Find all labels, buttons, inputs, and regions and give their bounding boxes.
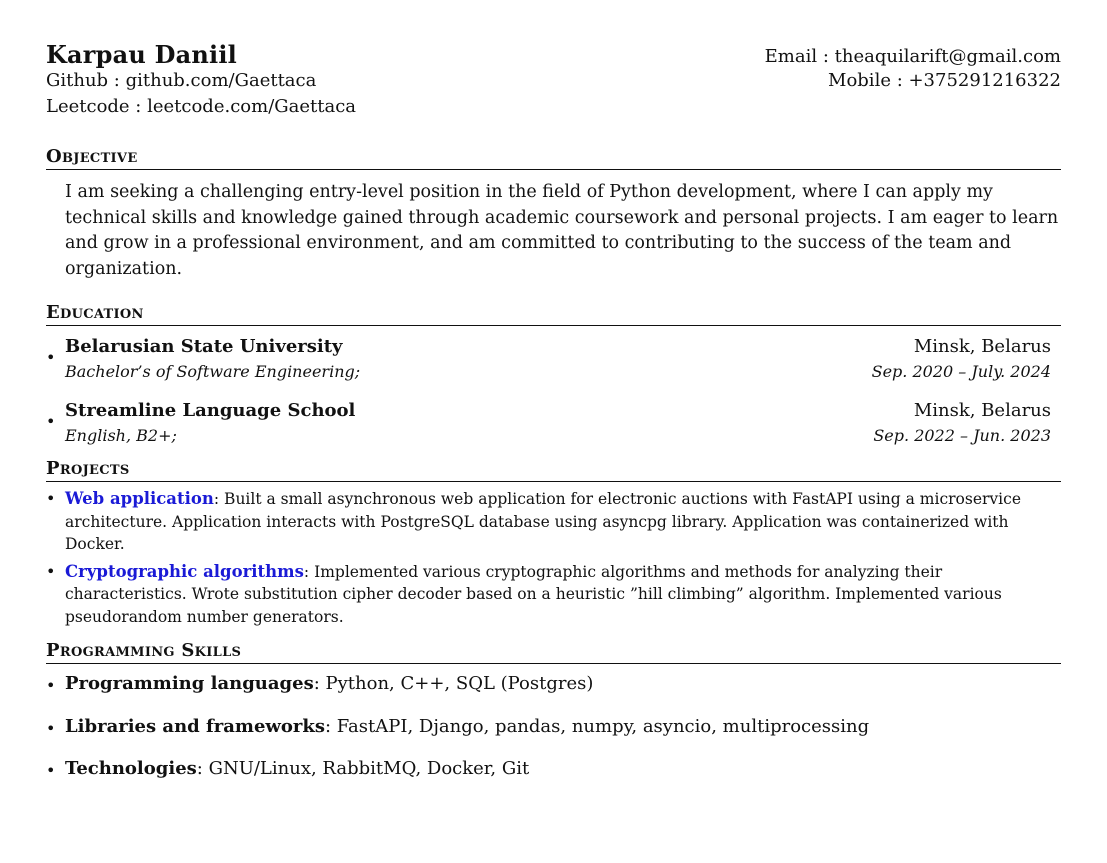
bullet-icon: • <box>46 412 56 431</box>
bullet-icon: • <box>46 676 56 695</box>
resume-page <box>46 40 1061 781</box>
school-name: Belarusian State University <box>65 336 343 357</box>
project-item <box>46 488 1061 556</box>
skill-value: : FastAPI, Django, pandas, numpy, asyncio, multiprocessing <box>324 716 870 737</box>
education-section <box>46 302 1061 456</box>
projects-section <box>46 458 1061 628</box>
school-location: Minsk, Belarus <box>913 400 1051 421</box>
email-link[interactable]: Email : theaquilarift@gmail.com <box>764 46 1061 67</box>
skills-section <box>46 640 1061 781</box>
education-dates: Sep. 2022 – Jun. 2023 <box>873 426 1051 445</box>
degree: English, B2+; <box>65 426 177 445</box>
education-dates: Sep. 2020 – July. 2024 <box>871 362 1051 381</box>
education-item <box>46 400 1061 456</box>
skills-heading: Programming Skills <box>46 640 1061 664</box>
project-description: : Built a small asynchronous web application for electronic auctions with FastAPI using a microservice architecture. Application interacts with PostgreSQL database using asyncpg library. Application was containerized with Docker. <box>65 490 1021 553</box>
education-item <box>46 336 1061 400</box>
degree: Bachelor’s of Software Engineering; <box>65 362 361 381</box>
skill-value: : GNU/Linux, RabbitMQ, Docker, Git <box>196 758 530 779</box>
objective-heading: Objective <box>46 146 1061 170</box>
education-heading: Education <box>46 302 1061 326</box>
skill-label: Technologies <box>65 758 197 779</box>
bullet-icon: • <box>46 348 56 367</box>
projects-heading: Projects <box>46 458 1061 482</box>
github-link[interactable]: Github : github.com/Gaettaca <box>46 70 317 91</box>
school-name: Streamline Language School <box>65 400 356 421</box>
skill-item <box>46 757 1061 781</box>
skill-value: : Python, C++, SQL (Postgres) <box>313 673 594 694</box>
project-item <box>46 561 1061 629</box>
skill-item <box>46 715 1061 739</box>
school-location: Minsk, Belarus <box>913 336 1051 357</box>
bullet-icon: • <box>46 489 56 508</box>
objective-section <box>46 146 1061 282</box>
bullet-icon: • <box>46 719 56 738</box>
skill-label: Programming languages <box>65 673 314 694</box>
resume-header <box>46 40 1061 126</box>
skill-item <box>46 672 1061 696</box>
project-link-web-application[interactable]: Web application <box>65 489 214 508</box>
candidate-name: Karpau Daniil <box>46 40 237 69</box>
bullet-icon: • <box>46 761 56 780</box>
mobile-number: Mobile : +375291216322 <box>828 70 1061 91</box>
project-description: : Implemented various cryptographic algorithms and methods for analyzing their characteristics. Wrote substitution cipher decoder based on a heuristic ”hill climbing” algorithm. Implemented various pseudorandom number generators. <box>65 562 1002 626</box>
bullet-icon: • <box>46 561 56 581</box>
objective-text: I am seeking a challenging entry-level position in the field of Python development, where I can apply my technical skills and knowledge gained through academic coursework and personal projects. I am eager to learn and grow in a professional environment, and am committed to contributing to the success of the team and organization. <box>65 182 1059 279</box>
skill-label: Libraries and frameworks <box>65 716 325 737</box>
leetcode-link[interactable]: Leetcode : leetcode.com/Gaettaca <box>46 96 357 117</box>
project-link-cryptographic-algorithms[interactable]: Cryptographic algorithms <box>65 561 304 581</box>
